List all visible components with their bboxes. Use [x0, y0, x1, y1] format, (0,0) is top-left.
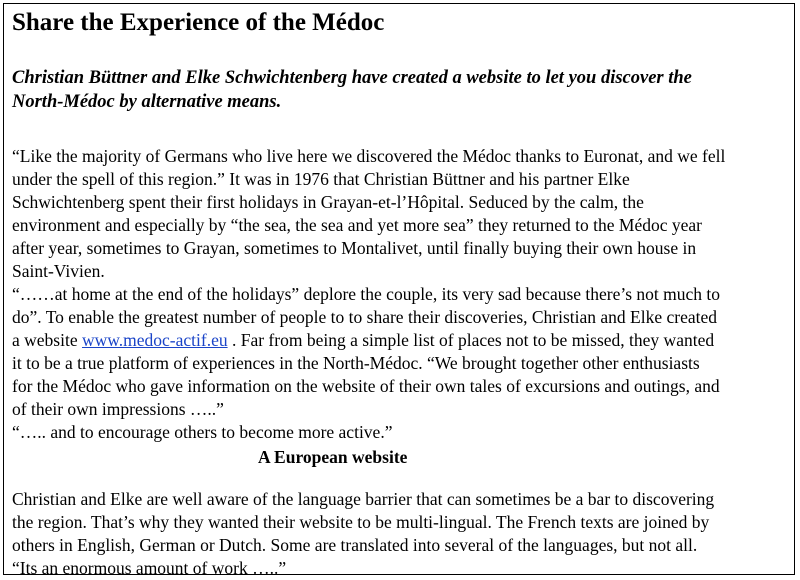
- paragraph-1: [12, 145, 792, 444]
- subtitle-line: North-Médoc by alternative means.: [12, 92, 282, 112]
- article-title: Share the Experience of the Médoc: [12, 9, 385, 36]
- text-line: “Its an enormous amount of work …..”: [12, 558, 287, 578]
- text-line: “….. and to encourage others to become more active.”: [12, 422, 393, 442]
- link-suffix: . Far from being a simple list of places not to be missed, they wanted: [227, 330, 715, 350]
- text-line: under the spell of this region.” It was in 1976 that Christian Büttner and his partner Elke: [12, 169, 630, 189]
- text-line: the region. That’s why they wanted their website to be multi-lingual. The French texts are joined by: [12, 512, 710, 532]
- text-line: environment and especially by “the sea, the sea and yet more sea” they returned to the Médoc year: [12, 215, 702, 235]
- website-link[interactable]: www.medoc-actif.eu: [81, 330, 228, 350]
- text-line: others in English, German or Dutch. Some are translated into several of the languages, but not all.: [12, 535, 698, 555]
- text-line: Schwichtenberg spent their first holidays in Grayan-et-l’Hôpital. Seduced by the calm, the: [12, 192, 644, 212]
- text-line: “Like the majority of Germans who live here we discovered the Médoc thanks to Euronat, and we fell: [12, 146, 726, 166]
- subtitle-line: Christian Büttner and Elke Schwichtenberg have created a website to let you discover the: [12, 68, 692, 88]
- text-line: “……at home at the end of the holidays” deplore the couple, its very sad because there’s not much to: [12, 284, 721, 304]
- link-line: [12, 329, 792, 352]
- text-line: Christian and Elke are well aware of the language barrier that can sometimes be a bar to discovering: [12, 489, 715, 509]
- article-subtitle: [12, 66, 787, 114]
- text-line: it to be a true platform of experiences in the North-Médoc. “We brought together other enthusiasts: [12, 353, 700, 373]
- text-line: for the Médoc who gave information on the website of their own tales of excursions and outings, and: [12, 376, 720, 396]
- text-line: do”. To enable the greatest number of people to to share their discoveries, Christian and Elke created: [12, 307, 718, 327]
- text-line: after year, sometimes to Grayan, sometimes to Montalivet, until finally buying their own house in: [12, 238, 697, 258]
- paragraph-2: [12, 488, 792, 580]
- text-line: of their own impressions …..”: [12, 399, 224, 419]
- text-line: Saint-Vivien.: [12, 261, 105, 281]
- link-prefix: a website: [12, 330, 82, 350]
- section-heading: A European website: [258, 447, 408, 467]
